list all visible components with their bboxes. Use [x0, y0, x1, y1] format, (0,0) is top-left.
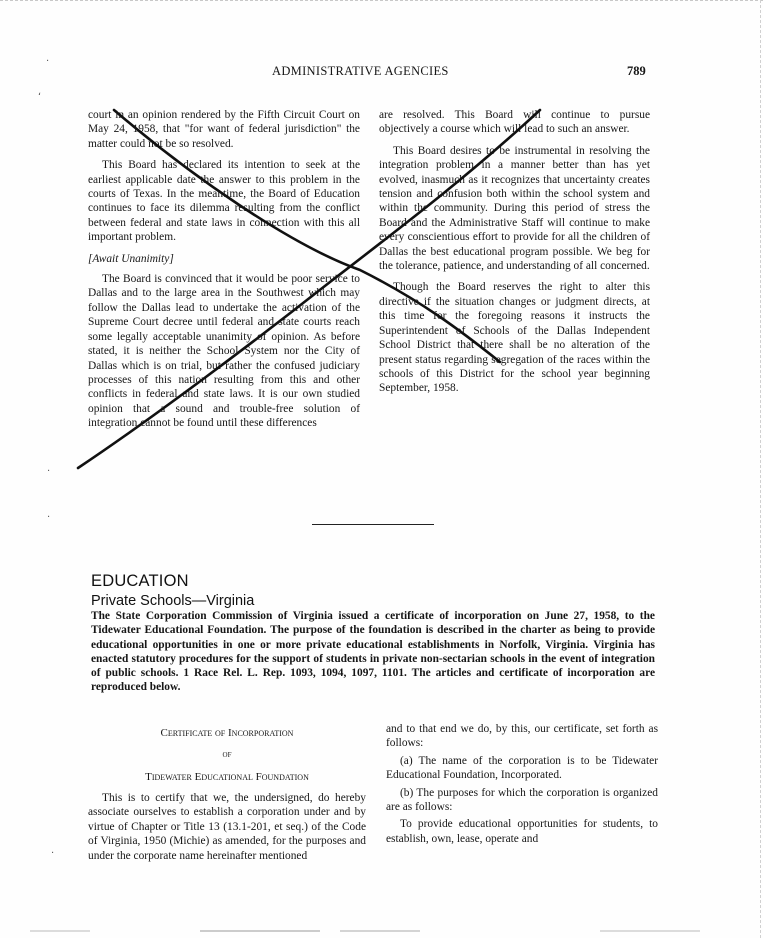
certificate-paragraph-4: (b) The purposes for which the corporation is organized are as follows: [386, 786, 658, 814]
page-number: 789 [627, 64, 646, 78]
certificate-left-column [88, 726, 366, 870]
running-head: ADMINISTRATIVE AGENCIES [272, 64, 449, 78]
certificate-paragraph-5: To provide educational opportunities for students, to establish, own, lease, operate and [386, 818, 658, 845]
left-column [88, 108, 360, 438]
certificate-heading-of: of [222, 750, 232, 760]
left-paragraph-3: The Board is convinced that it would be poor service to Dallas and to the large area in the Southwest which may follow the Dallas lead to undertake the activation of the Supreme Court decree until federal and state courts reach some legally acceptable unanimity of opinion. As before stated, it is neither the School System nor the City of Dallas which is on trial, but rather the confused judiciary processes of this nation resulting from this and other conflicts in federal and state laws. It is our own studied opinion that a sound and trouble-free solution of integration cannot be found until these differences [88, 273, 360, 430]
margin-speck: · [46, 56, 50, 67]
certificate-heading-line1: Certificate of Incorporation [160, 727, 294, 739]
certificate-heading-line2: Tidewater Educational Foundation [145, 771, 309, 783]
section-subtitle: Private Schools—Virginia [91, 593, 255, 609]
right-column [379, 108, 650, 403]
margin-speck: ʻ [38, 92, 42, 103]
right-paragraph-3: Though the Board reserves the right to alter this directive if the situation changes or judgment directs, at this time for the foregoing reasons it instructs the Superintendent of Schools of the Dallas Independent School District that there shall be no alteration of the present status regarding segregation of the races within the schools of this District for the school year beginning September, 1958. [379, 281, 650, 395]
certificate-paragraph-1: This is to certify that we, the undersigned, do hereby associate ourselves to establish a corporation under and by virtue of Chapter or Title 13 (13.1-201, et seq.) of the Code of Virginia, 1950 (Michie) as amended, for the purposes and under the corporate name hereinafter mentioned [88, 792, 366, 862]
left-subheading: [Await Unanimity] [88, 252, 174, 265]
bottom-scan-marks [0, 928, 763, 934]
margin-speck: · [47, 466, 51, 477]
left-paragraph-1: court in an opinion rendered by the Fifth Circuit Court on May 24, 1958, that "for want of federal jurisdiction" the matter could not be so resolved. [88, 109, 360, 150]
margin-speck: · [51, 848, 55, 859]
scan-edge-top [0, 0, 763, 4]
left-paragraph-2: This Board has declared its intention to seek at the earliest applicable date the answer to this problem in the courts of Texas. In the meantime, the Board of Education continues to face its dilemma resulting from the conflict between federal and state laws in connection with this all important problem. [88, 159, 360, 244]
certificate-right-column [386, 722, 658, 853]
section-abstract: The State Corporation Commission of Virginia issued a certificate of incorporation on June 27, 1958, to the Tidewater Educational Foundation. The purpose of the foundation is described in the charter as being to provide educational opportunities in one or more private educational establishments in Norfolk, Virginia. Virginia has enacted statutory procedures for the support of students in private non-sectarian schools in the event of integration of public schools. 1 Race Rel. L. Rep. 1093, 1094, 1097, 1101. The articles and certificate of incorporation are reproduced below. [91, 610, 655, 694]
certificate-paragraph-3: (a) The name of the corporation is to be Tidewater Educational Foundation, Incorporated. [386, 754, 658, 782]
margin-speck: · [47, 512, 51, 523]
right-paragraph-1: are resolved. This Board will continue to pursue objectively a course which will lead to such an answer. [379, 109, 650, 136]
scan-edge-right [759, 0, 761, 938]
section-title: EDUCATION [91, 572, 189, 590]
right-paragraph-2: This Board desires to be instrumental in resolving the integration problem in a manner better than has yet evolved, inasmuch as it recognizes that uncertainty creates tension and confusion both within the school system and within the community. During this period of stress the Board and the Administrative Staff will continue to make every conscientious effort to provide for all the children of Dallas the best educational program possible. We beg for the tolerance, patience, and understanding of all concerned. [379, 144, 650, 273]
section-separator-rule [312, 524, 434, 525]
certificate-paragraph-2: and to that end we do, by this, our certificate, set forth as follows: [386, 723, 658, 750]
